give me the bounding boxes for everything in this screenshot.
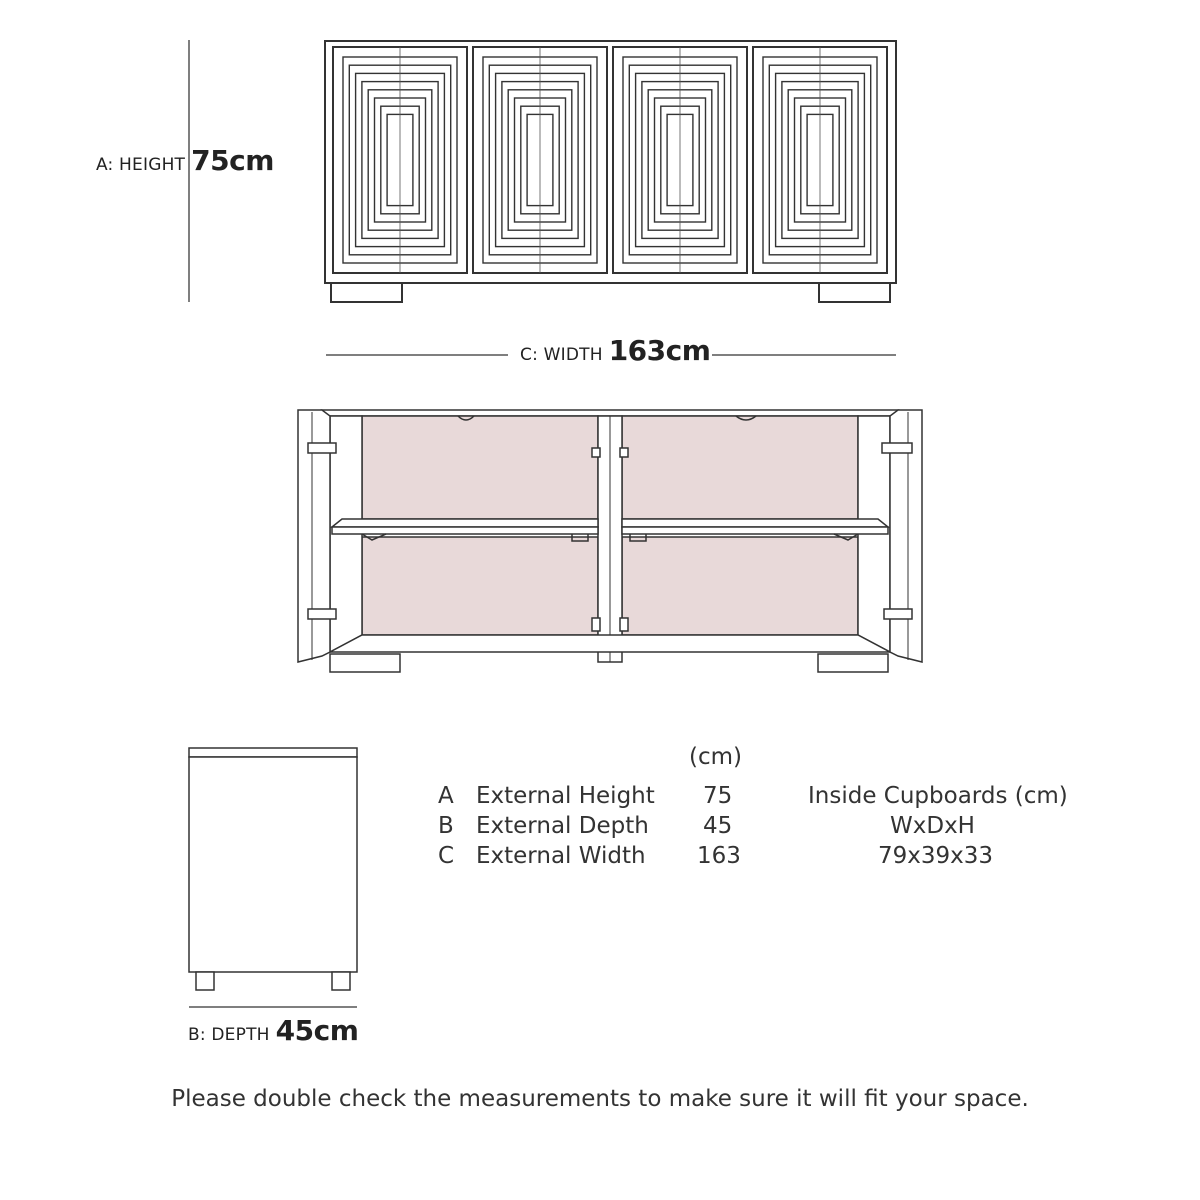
spec-row-a-value: 75 xyxy=(703,783,733,809)
spec-row-a-name: External Height xyxy=(476,783,655,809)
height-label: A: HEIGHT xyxy=(96,155,186,175)
spec-row-c-value: 163 xyxy=(697,843,741,869)
inside-cupboards-format: WxDxH xyxy=(890,813,975,839)
height-value: 75cm xyxy=(191,144,274,177)
width-value: 163cm xyxy=(608,334,711,367)
spec-row-b-value: 45 xyxy=(703,813,733,839)
side-top-board xyxy=(189,748,357,757)
inside-cupboards-title: Inside Cupboards (cm) xyxy=(808,783,1068,809)
depth-label: B: DEPTH xyxy=(188,1025,270,1045)
inside-cupboards-value: 79x39x33 xyxy=(878,843,994,869)
spec-row-c-letter: C xyxy=(438,843,455,869)
spec-row-b-letter: B xyxy=(438,813,454,839)
side-foot-right xyxy=(332,972,350,990)
spec-unit-header: (cm) xyxy=(689,744,742,770)
spec-row-a-letter: A xyxy=(438,783,454,809)
spec-row-c-name: External Width xyxy=(476,843,646,869)
fit-note: Please double check the measurements to make sure it will fit your space. xyxy=(171,1086,1029,1112)
height-dimension-label xyxy=(96,144,274,177)
side-body xyxy=(189,757,357,972)
width-label: C: WIDTH xyxy=(520,345,603,365)
width-dimension-label xyxy=(520,334,710,367)
depth-value: 45cm xyxy=(275,1014,359,1047)
depth-dimension-label xyxy=(188,1014,358,1047)
spec-row-b-name: External Depth xyxy=(476,813,649,839)
side-foot-left xyxy=(196,972,214,990)
